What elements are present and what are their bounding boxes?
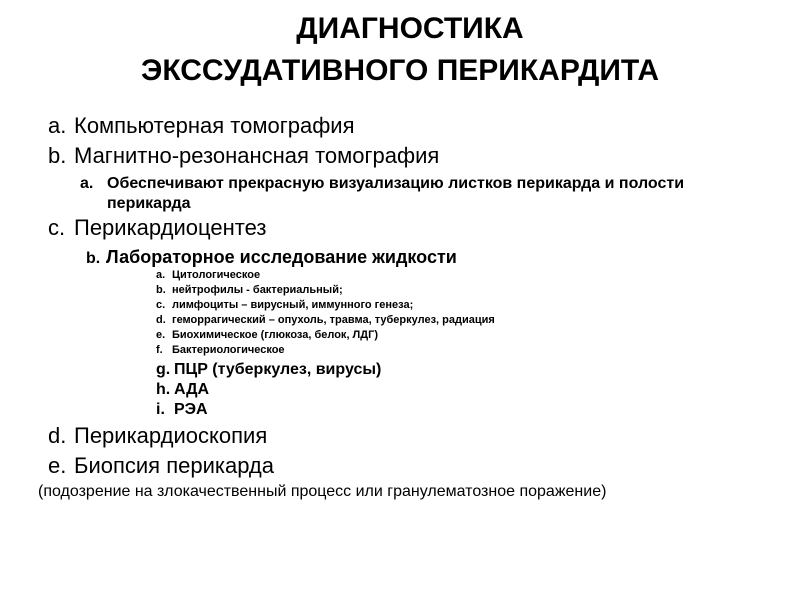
title-line-1: ДИАГНОСТИКА (296, 12, 524, 45)
sub-item-b-a (80, 174, 684, 194)
sub-sub-item (156, 268, 260, 283)
list-item-text-cont: перикарда (107, 195, 191, 212)
list-marker: a. (80, 175, 94, 192)
list-item-text: Биопсия перикарда (74, 453, 275, 478)
list-marker: f. (156, 344, 163, 356)
list-marker: b. (156, 284, 166, 296)
sub-sub-item (156, 298, 413, 313)
sub-sub-item (156, 313, 495, 328)
list-item-text: Перикардиоцентез (74, 215, 267, 240)
sub-sub-item (156, 328, 378, 343)
list-item-text: Биохимическое (глюкоза, белок, ЛДГ) (172, 329, 379, 341)
list-marker: d. (156, 314, 166, 326)
list-item-text: Магнитно-резонансная томография (74, 143, 440, 168)
list-item-text: Компьютерная томография (74, 113, 355, 138)
list-item-text: Бактериологическое (172, 344, 285, 356)
list-item-text: РЭА (174, 401, 208, 418)
sub-sub-item (156, 343, 285, 358)
list-marker: e. (48, 453, 67, 478)
title-line-2: ЭКССУДАТИВНОГО ПЕРИКАРДИТА (141, 54, 659, 87)
list-item-text: геморрагический – опухоль, травма, туберкулез, радиация (172, 314, 495, 326)
list-marker: g. (156, 361, 171, 378)
list-item-e (48, 452, 274, 480)
list-marker: a. (156, 269, 166, 281)
slide-title (0, 8, 800, 92)
list-marker: a. (48, 113, 67, 138)
list-marker: b. (48, 143, 67, 168)
list-item-text: Перикардиоскопия (74, 423, 268, 448)
list-item-text: Лабораторное исследование жидкости (106, 247, 457, 267)
list-marker: i. (156, 401, 165, 418)
list-item-text: нейтрофилы - бактериальный; (172, 284, 343, 296)
list-item-c (48, 214, 266, 242)
sub-sub-item-large (156, 400, 208, 420)
list-item-d (48, 422, 267, 450)
biopsy-note: (подозрение на злокачественный процесс или гранулематозное поражение) (38, 483, 607, 500)
list-marker: c. (48, 215, 66, 240)
list-item-text: лимфоциты – вирусный, иммунного генеза; (172, 299, 414, 311)
list-marker: h. (156, 381, 171, 398)
sub-sub-item (156, 283, 343, 298)
sub-sub-item-large (156, 380, 209, 400)
list-item-a (48, 112, 355, 140)
list-marker: e. (156, 329, 166, 341)
sub-item-b-a-cont (107, 194, 191, 214)
list-marker: b. (86, 250, 101, 267)
list-item-text: АДА (174, 381, 210, 398)
sub-item-c-b (86, 246, 457, 270)
list-item-text: Обеспечивают прекрасную визуализацию листков перикарда и полости (107, 175, 685, 192)
list-item-b (48, 142, 439, 170)
list-marker: d. (48, 423, 67, 448)
list-item-text: ПЦР (туберкулез, вирусы) (174, 361, 382, 378)
list-marker: c. (156, 299, 166, 311)
list-item-text: Цитологическое (172, 269, 261, 281)
sub-sub-item-large (156, 360, 381, 380)
